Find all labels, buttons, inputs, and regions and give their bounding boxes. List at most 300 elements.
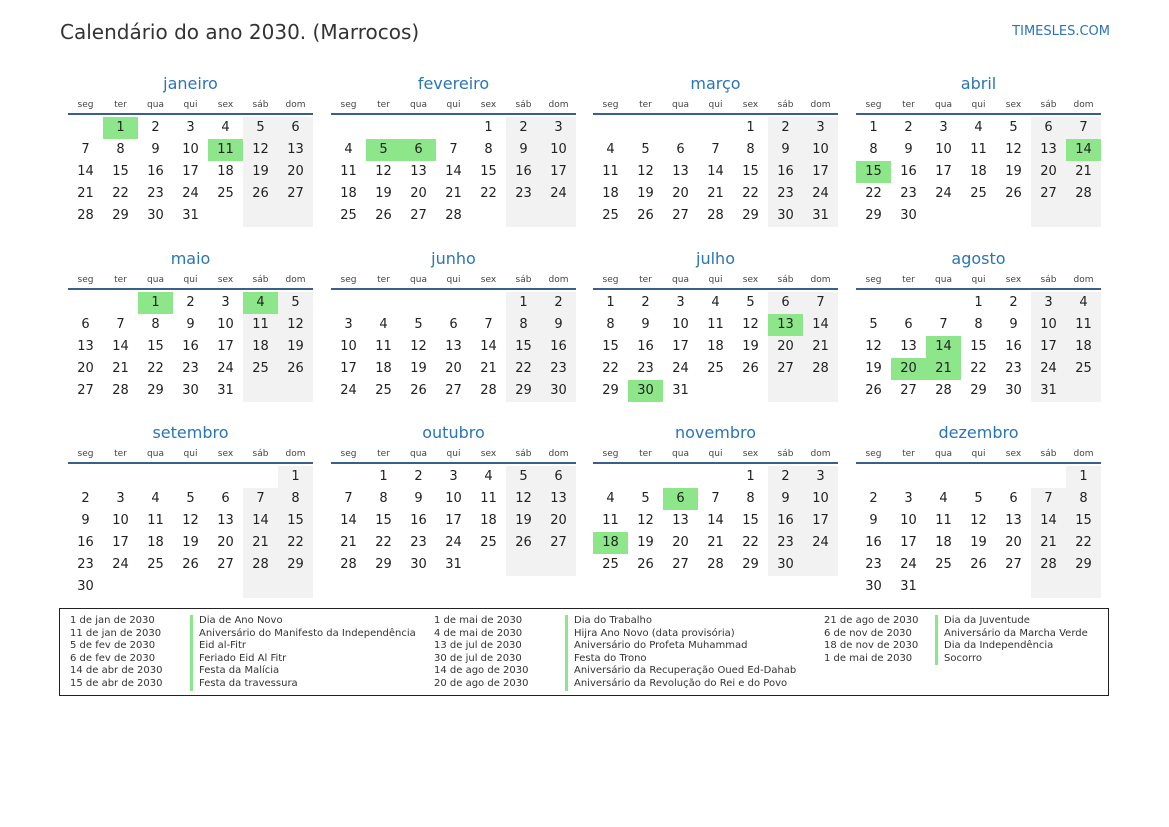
day-cell: 7 [803,292,838,314]
day-empty [803,380,838,402]
weekday-header [856,97,1101,115]
weekday-label: sex [480,100,497,110]
day-cell: 14 [112,339,129,354]
day-cell: 7 [484,317,493,332]
day-cell: 12 [637,513,654,528]
day-cell: 28 [1066,183,1101,205]
day-grid [331,117,576,227]
day-cell: 25 [602,557,619,572]
day-cell: 24 [1031,358,1066,380]
day-cell: 27 [672,557,689,572]
weekday-label: sáb [1040,449,1057,459]
day-cell: 26 [410,383,427,398]
day-empty [768,380,803,402]
day-cell: 1 [379,469,388,484]
day-cell: 16 [1005,339,1022,354]
day-cell: 28 [707,208,724,223]
day-empty [68,466,103,488]
day-empty [278,576,313,598]
day-cell: 7 [116,317,125,332]
day-cell: 19 [865,361,882,376]
day-cell: 30 [900,208,917,223]
page-title: Calendário do ano 2030. (Marrocos) [60,20,420,44]
day-empty [436,117,471,139]
day-empty [803,554,838,576]
day-cell: 20 [410,186,427,201]
day-cell: 6 [1009,491,1018,506]
month-name: dezembro [938,423,1019,442]
day-cell: 1 [1066,466,1101,488]
day-cell: 5 [366,139,401,161]
day-cell: 4 [1066,292,1101,314]
weekday-label: seg [340,100,357,110]
holiday-date: 1 de mai de 2030 [824,652,913,664]
day-cell: 15 [1066,510,1101,532]
weekday-label: seg [77,100,94,110]
weekday-label: qui [971,100,986,110]
day-cell: 25 [375,383,392,398]
day-cell: 22 [112,186,129,201]
weekday-label: qua [147,100,164,110]
day-cell: 22 [480,186,497,201]
holiday-row [60,615,1100,628]
day-cell: 1 [974,295,983,310]
day-cell: 26 [1005,186,1022,201]
day-cell: 27 [410,208,427,223]
day-cell: 16 [900,164,917,179]
day-cell: 10 [803,488,838,510]
month-name: novembro [675,423,756,442]
holiday-name: Aniversário da Recuperação Oued Ed-Dahab [565,665,796,678]
weekday-label: sáb [252,100,269,110]
day-cell: 8 [1066,488,1101,510]
holiday-name: Festa da Malícia [190,665,279,678]
weekday-label: qua [935,275,952,285]
day-cell: 23 [865,557,882,572]
day-cell: 21 [243,532,278,554]
day-cell: 3 [904,491,913,506]
day-cell: 24 [672,361,689,376]
day-grid [856,117,1101,227]
day-cell: 13 [278,139,313,161]
weekday-label: dom [810,449,831,459]
day-empty [926,205,961,227]
day-empty [331,292,366,314]
site-link[interactable]: TIMESLES.COM [1012,24,1110,39]
day-cell: 31 [1031,380,1066,402]
day-cell: 12 [742,317,759,332]
weekday-label: ter [114,100,127,110]
day-empty [996,466,1031,488]
day-empty [208,205,243,227]
weekday-label: ter [114,449,127,459]
day-cell: 18 [340,186,357,201]
day-cell: 29 [602,383,619,398]
day-cell: 14 [340,513,357,528]
day-empty [366,292,401,314]
day-cell: 5 [641,142,650,157]
day-cell: 30 [182,383,199,398]
day-cell: 11 [707,317,724,332]
day-cell: 14 [77,164,94,179]
weekday-header [593,446,838,464]
day-empty [926,466,961,488]
day-cell: 22 [1066,532,1101,554]
weekday-header [68,97,313,115]
day-empty [278,205,313,227]
weekday-label: sáb [777,275,794,285]
day-cell: 17 [900,535,917,550]
day-cell: 12 [182,513,199,528]
day-cell: 16 [768,510,803,532]
weekday-label: qui [183,449,198,459]
weekday-label: sex [217,449,234,459]
day-cell: 3 [803,466,838,488]
day-cell: 10 [1031,314,1066,336]
weekday-label: sex [217,275,234,285]
day-empty [138,576,173,598]
month-julho [593,248,838,402]
day-empty [471,554,506,576]
day-grid [331,292,576,402]
day-cell: 23 [410,535,427,550]
day-cell: 23 [1005,361,1022,376]
day-empty [1066,380,1101,402]
day-cell: 19 [742,339,759,354]
day-cell: 21 [112,361,129,376]
weekday-label: qua [672,449,689,459]
day-cell: 31 [672,383,689,398]
day-cell: 11 [602,513,619,528]
holiday-row [60,678,1100,691]
day-cell: 28 [243,554,278,576]
weekday-label: dom [1073,100,1094,110]
day-cell: 2 [768,466,803,488]
day-empty [663,117,698,139]
day-cell: 27 [768,358,803,380]
day-empty [68,117,103,139]
weekday-label: qui [971,449,986,459]
day-cell: 28 [803,358,838,380]
day-cell: 10 [182,142,199,157]
holiday-name: Eid al-Fitr [190,640,246,653]
weekday-label: qua [410,275,427,285]
day-cell: 12 [375,164,392,179]
day-empty [173,466,208,488]
day-cell: 18 [147,535,164,550]
day-cell: 18 [1066,336,1101,358]
day-cell: 20 [77,361,94,376]
day-cell: 2 [768,117,803,139]
day-cell: 1 [278,466,313,488]
day-cell: 15 [856,161,891,183]
day-cell: 26 [243,183,278,205]
day-cell: 16 [147,164,164,179]
day-cell: 25 [340,208,357,223]
day-cell: 29 [506,380,541,402]
day-cell: 3 [116,491,125,506]
month-janeiro [68,73,313,227]
day-cell: 12 [1005,142,1022,157]
day-cell: 3 [541,117,576,139]
day-cell: 20 [541,510,576,532]
day-cell: 8 [379,491,388,506]
day-empty [138,466,173,488]
day-cell: 23 [768,532,803,554]
day-cell: 11 [1066,314,1101,336]
day-cell: 15 [375,513,392,528]
day-empty [541,554,576,576]
day-cell: 1 [138,292,173,314]
weekday-label: sex [742,100,759,110]
day-empty [593,117,628,139]
day-cell: 10 [803,139,838,161]
holiday-date: 20 de ago de 2030 [434,678,529,689]
day-cell: 14 [707,164,724,179]
day-cell: 18 [375,361,392,376]
day-cell: 13 [541,488,576,510]
day-cell: 28 [935,383,952,398]
day-cell: 14 [480,339,497,354]
weekday-label: dom [285,275,306,285]
weekday-label: dom [548,275,569,285]
month-name: janeiro [163,74,218,93]
day-cell: 2 [414,469,423,484]
day-cell: 17 [935,164,952,179]
weekday-label: qui [446,100,461,110]
day-cell: 12 [278,314,313,336]
weekday-label: sex [742,275,759,285]
weekday-label: dom [810,275,831,285]
day-cell: 3 [676,295,685,310]
day-cell: 12 [243,139,278,161]
day-cell: 26 [375,208,392,223]
day-cell: 26 [637,557,654,572]
weekday-label: sex [480,275,497,285]
day-cell: 3 [449,469,458,484]
day-cell: 17 [340,361,357,376]
weekday-label: sex [1005,275,1022,285]
day-cell: 7 [1031,488,1066,510]
day-cell: 31 [900,579,917,594]
weekday-label: qua [935,100,952,110]
day-empty [208,576,243,598]
day-cell: 5 [974,491,983,506]
day-cell: 1 [746,120,755,135]
day-cell: 18 [243,336,278,358]
day-cell: 2 [151,120,160,135]
month-name: abril [960,74,997,93]
weekday-label: qui [183,100,198,110]
day-cell: 4 [606,491,615,506]
day-grid [68,117,313,227]
weekday-label: ter [639,449,652,459]
day-cell: 27 [217,557,234,572]
day-cell: 8 [746,491,755,506]
day-cell: 2 [904,120,913,135]
day-empty [996,205,1031,227]
day-cell: 1 [869,120,878,135]
day-empty [401,117,436,139]
weekday-header [68,446,313,464]
day-cell: 16 [506,161,541,183]
day-grid [593,292,838,402]
day-cell: 6 [541,466,576,488]
day-empty [68,292,103,314]
holiday-row [60,665,1100,678]
day-empty [891,466,926,488]
day-empty [961,466,996,488]
day-cell: 21 [926,358,961,380]
day-grid [593,466,838,576]
weekday-label: sáb [515,449,532,459]
month-name: julho [696,249,735,268]
day-cell: 26 [970,557,987,572]
day-cell: 29 [1066,554,1101,576]
day-cell: 25 [1066,358,1101,380]
day-cell: 5 [414,317,423,332]
day-cell: 7 [81,142,90,157]
day-cell: 7 [1066,117,1101,139]
day-cell: 18 [217,164,234,179]
day-cell: 24 [541,183,576,205]
day-cell: 28 [480,383,497,398]
day-cell: 20 [278,161,313,183]
weekday-label: sex [1005,449,1022,459]
day-cell: 10 [935,142,952,157]
weekday-label: qui [708,100,723,110]
day-cell: 29 [970,383,987,398]
weekday-label: qui [183,275,198,285]
day-cell: 20 [1031,161,1066,183]
day-cell: 8 [506,314,541,336]
day-cell: 15 [742,513,759,528]
day-cell: 14 [707,513,724,528]
day-grid [856,466,1101,598]
weekday-label: qua [935,449,952,459]
day-cell: 31 [217,383,234,398]
day-cell: 14 [243,510,278,532]
day-cell: 24 [935,186,952,201]
month-maio [68,248,313,402]
day-cell: 7 [711,142,720,157]
weekday-label: ter [114,275,127,285]
day-cell: 2 [1009,295,1018,310]
weekday-label: sex [217,100,234,110]
weekday-label: sex [1005,100,1022,110]
day-cell: 21 [1031,532,1066,554]
day-cell: 23 [541,358,576,380]
day-cell: 13 [410,164,427,179]
day-cell: 9 [151,142,160,157]
weekday-label: sáb [1040,275,1057,285]
holiday-name: Dia do Trabalho [565,615,652,628]
weekday-label: dom [1073,275,1094,285]
day-cell: 17 [803,510,838,532]
day-grid [593,117,838,227]
day-cell: 5 [278,292,313,314]
weekday-header [856,272,1101,290]
day-empty [628,466,663,488]
month-agosto [856,248,1101,402]
day-cell: 27 [77,383,94,398]
day-empty [961,576,996,598]
weekday-label: qui [446,275,461,285]
day-cell: 17 [541,161,576,183]
day-empty [663,466,698,488]
month-fevereiro [331,73,576,227]
day-cell: 20 [768,336,803,358]
day-cell: 6 [81,317,90,332]
day-cell: 5 [1009,120,1018,135]
day-cell: 30 [768,205,803,227]
day-cell: 19 [243,161,278,183]
day-cell: 15 [112,164,129,179]
day-cell: 13 [1031,139,1066,161]
weekday-label: qui [708,275,723,285]
day-cell: 24 [803,532,838,554]
day-cell: 14 [445,164,462,179]
day-empty [1066,576,1101,598]
day-cell: 18 [602,186,619,201]
day-cell: 5 [186,491,195,506]
day-cell: 27 [672,208,689,223]
day-cell: 11 [602,164,619,179]
month-name: junho [431,249,476,268]
weekday-label: seg [77,275,94,285]
day-cell: 1 [484,120,493,135]
day-cell: 9 [541,314,576,336]
day-cell: 23 [506,183,541,205]
day-cell: 13 [217,513,234,528]
day-cell: 3 [939,120,948,135]
day-cell: 12 [970,513,987,528]
day-cell: 6 [904,317,913,332]
day-cell: 11 [480,491,497,506]
day-empty [926,292,961,314]
day-cell: 5 [506,466,541,488]
day-cell: 24 [803,183,838,205]
day-cell: 19 [182,535,199,550]
day-cell: 24 [445,535,462,550]
day-empty [506,554,541,576]
weekday-label: sáb [777,100,794,110]
day-empty [961,205,996,227]
day-cell: 10 [445,491,462,506]
day-cell: 6 [663,488,698,510]
day-cell: 9 [506,139,541,161]
month-abril [856,73,1101,227]
day-cell: 31 [182,208,199,223]
day-cell: 15 [742,164,759,179]
weekday-label: sáb [777,449,794,459]
day-empty [471,292,506,314]
weekday-label: dom [548,449,569,459]
weekday-header [593,272,838,290]
weekday-label: sáb [252,449,269,459]
day-cell: 13 [1005,513,1022,528]
day-cell: 3 [1031,292,1066,314]
day-cell: 31 [445,557,462,572]
weekday-label: seg [340,449,357,459]
day-cell: 13 [768,314,803,336]
day-cell: 22 [970,361,987,376]
day-cell: 13 [900,339,917,354]
day-cell: 26 [278,358,313,380]
day-cell: 30 [628,380,663,402]
weekday-label: dom [285,449,306,459]
day-cell: 29 [865,208,882,223]
